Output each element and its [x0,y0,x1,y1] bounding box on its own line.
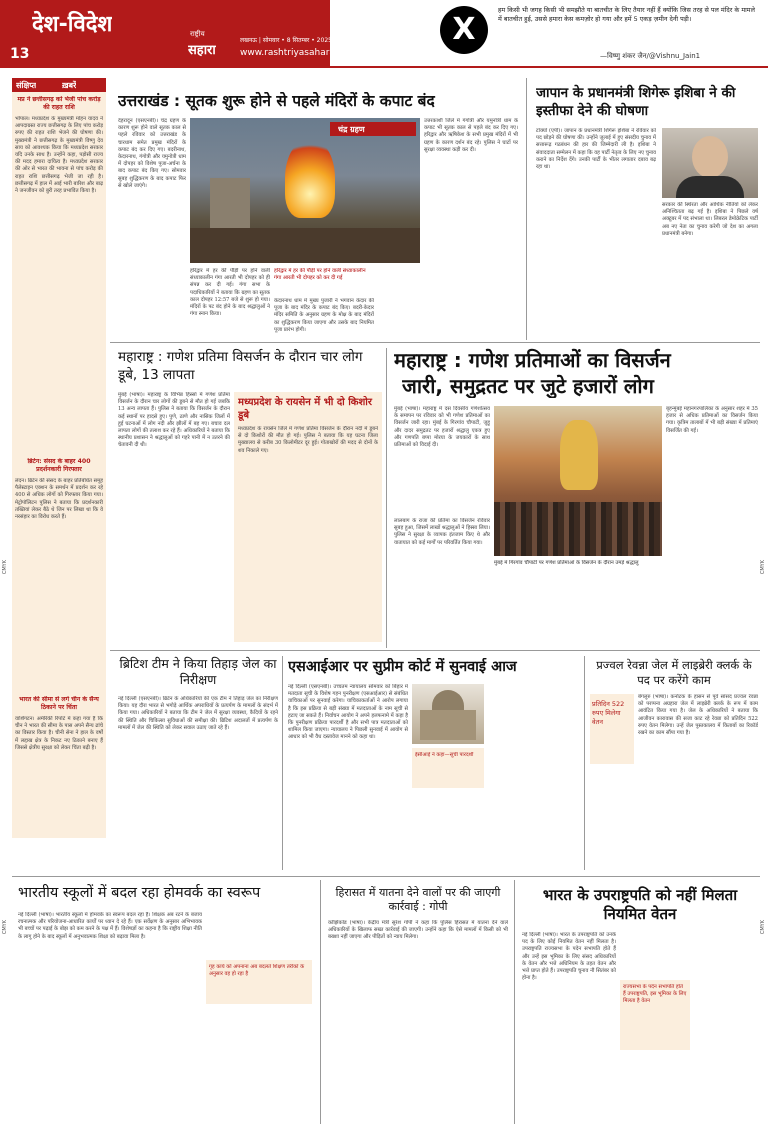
uttarakhand-col3: केदारनाथ धाम में मुख्य पुजारी ने भगवान केदार की पूजा के बाद मंदिर के कपाट बंद किए। बदरी-केदार मंदिर समिति के अनुसार ग्रहण के मोक्ष के बाद मंदिरों का शुद्धिकरण किया जाएगा और उसके बाद नियमित पूजा प्रारंभ होगी। [274,298,374,333]
japan-body2: सरकार की स्थिरता और आर्थिक नीतियों को लेकर अनिश्चितता बढ़ गई है। इशिबा ने पिछले वर्ष अक्टूबर में पद संभाला था। लिबरल डेमोक्रेटिक पार्टी अब नए नेता का चुनाव करेगी जो देश का अगला प्रधानमंत्री बनेगा। [662,202,758,237]
section-title: देश-विदेश [32,12,113,37]
x-logo-icon: X [440,6,488,54]
brief-item-title: मप्र ने छत्तीसगढ़ को भेजी पांच करोड़ की राहत राशि [17,96,101,111]
cmyk-mark-left: CMYK [2,560,8,575]
crowd-shape [494,502,662,556]
section-rule [110,650,760,651]
masthead-rule [0,66,768,68]
ganesh-big-body3: बृहन्मुंबई महानगरपालिका के अनुसार शहर में 35 हजार से अधिक प्रतिमाओं का विसर्जन किया गया। कृत्रिम तालाबों में भी बड़ी संख्या में प्रतिमाएं विसर्जित की गईं। [666,406,758,434]
custody-headline: हिरासत में यातना देने वालों पर की जाएगी कार्रवाई : गोपी [335,886,501,913]
page-number: 13 [10,46,30,62]
court-dome [432,690,464,710]
portrait-head [692,136,728,178]
quote-author: —विष्णु शंकर जैन/@Vishnu_Jain1 [600,52,701,60]
schools-body: नई दिल्ली (भाषा)। भारतीय स्कूलों में होमवर्क का स्वरूप बदल रहा है। शिक्षक अब रटने के बजाय रचनात्मक और परियोजना-आधारित कार्यों पर ध्यान दे रहे हैं। एक सर्वेक्षण के अनुसार अभिभावक भी बच्चों पर पढ़ाई के बोझ को कम करने के पक्ष में हैं। विशेषज्ञों का कहना है कि राष्ट्रीय शिक्षा नीति के लागू होने के बाद स्कूलों में अनुभवात्मक शिक्षा को बढ़ावा मिला है। [18,912,202,940]
uttarakhand-headline: उत्तराखंड : सूतक शुरू होने से पहले मंदिरों के कपाट बंद [118,92,435,110]
column-rule [282,656,283,870]
brief-column [12,78,106,838]
british-body: नई दिल्ली (एसएनबी)। ब्रिटेन के अधिकारियों की एक टीम ने तिहाड़ जेल का निरीक्षण किया। यह दौरा भारत से भगोड़े आर्थिक अपराधियों के प्रत्यर्पण के मामलों के संदर्भ में किया गया। अधिकारियों ने बताया कि टीम ने जेल में सुरक्षा व्यवस्था, कैदियों के रहने की स्थिति और चिकित्सा सुविधाओं की समीक्षा की। ब्रिटिश अदालतों में प्रत्यर्पण के मामलों में जेल की स्थिति को लेकर सवाल उठाए जाते रहे हैं। [118,696,278,731]
schools-box [206,960,312,1004]
website-url[interactable]: www.rashtriyasahara.com [240,48,358,58]
brief-item-body: लंदन। ब्रिटेन की संसद के बाहर प्रतिबंधित समूह पैलेस्टाइन एक्शन के समर्थन में प्रदर्शन कर रहे 400 से अधिक लोगों को गिरफ्तार किया गया। मेट्रोपॉलिटन पुलिस ने बताया कि प्रदर्शनकारी तख्तियां लेकर बैठे थे जिन पर लिखा था कि वे नरसंहार का विरोध करते हैं। [15,478,103,521]
japan-headline: जापान के प्रधानमंत्री शिगेरू इशिबा ने की इस्तीफा देने की घोषणा [536,85,736,119]
eclipse-tag-label: चंद्र ग्रहण [338,125,365,134]
uttarakhand-col4: उत्तरकाशी जिले में गंगोत्री और यमुनोत्री धाम के कपाट भी सूतक काल से पहले बंद कर दिए गए। हरिद्वार और ऋषिकेश के सभी प्रमुख मंदिरों में भी ग्रहण के कारण दर्शन बंद रहे। पुलिस ने घाटों पर सुरक्षा व्यवस्था कड़ी कर दी। [424,118,518,153]
brief-header-tag: ख़बरें [62,81,77,90]
vp-box [620,980,690,1050]
schools-headline: भारतीय स्कूलों में बदल रहा होमवर्क का स्वरूप [18,885,261,901]
dateline: लखनऊ | सोमवार • 8 सितम्बर • 2025 [240,37,332,44]
sir-court-photo [412,684,484,744]
raisen-headline: मध्यप्रदेश के रायसेन में भी दो किशोर डूबे [238,397,372,421]
raisen-box [234,392,382,642]
column-rule [386,348,387,648]
vp-headline: भारत के उपराष्ट्रपति को नहीं मिलता नियमित वेतन [542,886,738,923]
vp-box-label: राज्यसभा के पदेन सभापति होते हैं उपराष्ट्रपति, इस भूमिका के लिए मिलता है वेतन [623,984,687,1004]
vp-body: नई दिल्ली (भाषा)। भारत के उपराष्ट्रपति को उनके पद के लिए कोई नियमित वेतन नहीं मिलता है। उपराष्ट्रपति राज्यसभा के पदेन सभापति होते हैं और उन्हें इस भूमिका के लिए संसद अधिकारियों के वेतन और भत्ते अधिनियम के तहत वेतन और भत्ते प्राप्त होते हैं। उपराष्ट्रपति चुनाव नौ सितंबर को होना है। [522,932,616,982]
column-rule [514,880,515,1124]
sir-box [412,748,484,788]
ganesh-small-headline: महाराष्ट्र : गणेश प्रतिमा विसर्जन के दौरान चार लोग डूबे, 13 लापता [118,349,363,383]
column-rule [320,880,321,1124]
section-rule [12,876,760,877]
ganesh-small-body: मुंबई (भाषा)। महाराष्ट्र के विभिन्न हिस्सों में गणेश प्रतिमा विसर्जन के दौरान चार लोगों की डूबने से मौत हो गई जबकि 13 अन्य लापता हैं। पुलिस ने बताया कि विसर्जन के दौरान कई स्थानों पर हादसे हुए। पुणे, ठाणे और नासिक जिलों में हुई घटनाओं में लोग नदी और झीलों में बह गए। बचाव दल लापता लोगों की तलाश कर रहे हैं। अधिकारियों ने बताया कि स्थानीय प्रशासन ने श्रद्धालुओं को गहरे पानी में न उतरने की चेतावनी दी थी। [118,392,230,449]
ganesh-big-headline-2: जारी, समुद्रतट पर जुटे हजारों लोग [402,374,654,398]
sir-box-label: ईसीआई ने कहा—सूची पारदर्शी [415,752,474,758]
ganesh-big-headline-1: महाराष्ट्र : गणेश प्रतिमाओं का विसर्जन [394,348,671,372]
prajwal-box [590,694,634,764]
brief-item-title: ब्रिटेन: संसद के बाहर 400 प्रदर्शनकारी गिरफ्तार [27,458,91,473]
prajwal-body: बेंगलुरु (भाषा)। कर्नाटक के हासन से पूर्व सांसद प्रज्वल रेवन्ना को परप्पना अग्रहारा जेल में लाइब्रेरी क्लर्क के रूप में काम आवंटित किया गया है। जेल के अधिकारियों ने बताया कि आजीवन कारावास की सजा काट रहे रेवन्ना को प्रतिदिन 522 रुपए वेतन मिलेगा। उन्हें जेल पुस्तकालय में किताबों का रिकॉर्ड रखने का काम सौंपा गया है। [638,694,758,737]
column-rule [526,78,527,340]
cmyk-mark-right-2: CMYK [760,920,766,935]
japan-body1: टोक्यो (एपी)। जापान के प्रधानमंत्री शिगेरू इशिबा ने रविवार को पद छोड़ने की घोषणा की। उन्होंने जुलाई में हुए संसदीय चुनाव में सत्तारूढ़ गठबंधन की हार की जिम्मेदारी ली है। इशिबा ने संवाददाता सम्मेलन में कहा कि वह पार्टी नेतृत्व के लिए नए चुनाव कराने का निर्देश देंगे। उनकी पार्टी के भीतर लगातार दबाव बढ़ रहा था। [536,128,656,171]
court-building [420,710,476,740]
brand-logo: सहारा [188,43,216,58]
sir-body: नई दिल्ली (एसएनबी)। उच्चतम न्यायालय सोमवार को बिहार में मतदाता सूची के विशेष गहन पुनरीक्षण (एसआईआर) से संबंधित याचिकाओं पर सुनवाई करेगा। याचिकाकर्ताओं ने आरोप लगाया है कि इस प्रक्रिया से बड़ी संख्या में मतदाताओं के नाम सूची से हटाए जा सकते हैं। निर्वाचन आयोग ने अपने हलफनामे में कहा है कि पुनरीक्षण प्रक्रिया पारदर्शी है और सभी पात्र मतदाताओं को शामिल किया जाएगा। न्यायालय ने पिछली सुनवाई में आयोग से आधार को भी वैध दस्तावेज मानने को कहा था। [288,684,408,741]
section-rule [110,342,760,343]
column-rule [584,656,585,870]
brand-prefix: राष्ट्रीय [190,30,205,38]
masthead-quote: हम किसी भी जगह किसी भी समझौते या बातचीत के लिए तैयार नहीं हैं क्योंकि जिस तरह से पल मंदिर के मामले में बातचीत हुई, उससे हमारा केस कमज़ोर हो गया और हमें 5 एकड़ ज़मीन देनी पड़ी। [498,6,755,23]
japan-pm-photo [662,128,758,198]
uttarakhand-col2: हरिद्वार में हर की पौड़ी पर होने वाली संध्याकालीन गंगा आरती भी दोपहर को ही संपन्न कर दी गई। गंगा सभा के पदाधिकारियों ने बताया कि ग्रहण का सूतक काल दोपहर 12:57 बजे से शुरू हो गया। मंदिरों के पट बंद होने के बाद श्रद्धालुओं ने गंगा स्नान किया। [190,268,270,318]
crowd-shape [190,228,420,263]
ganesh-caption: मुंबई में गिरगांव चौपाटी पर गणेश प्रतिमाओं के विसर्जन के दौरान उमड़े श्रद्धालु [494,560,639,566]
portrait-suit [676,176,744,198]
prajwal-box-label: प्रतिदिन 522 रुपए मिलेगा वेतन [592,700,625,726]
uttarakhand-caption: हरिद्वार में हर की पौड़ी पर होने वाली संध्याकालीन गंगा आरती भी दोपहर को कर दी गई [274,268,366,281]
ganesh-big-body2: लालबाग के राजा की प्रतिमा का विसर्जन रविवार सुबह हुआ, जिसमें लाखों श्रद्धालुओं ने हिस्सा लिया। पुलिस ने सुरक्षा के व्यापक इंतजाम किए थे और यातायात को कई मार्गों पर परिवर्तित किया गया। [394,518,490,546]
brief-item-body: भोपाल। मध्यप्रदेश के मुख्यमंत्री मोहन यादव ने आपदाग्रस्त राज्य छत्तीसगढ़ के लिए पांच करोड़ रुपए की राहत राशि भेजने की घोषणा की। मुख्यमंत्री ने छत्तीसगढ़ के मुख्यमंत्री विष्णु देव साय को आवश्यक किया कि मध्यप्रदेश सरकार यदि उनके साथ है। उन्होंने कहा, पड़ोसी राज्य की मदद हमारा दायित्व है। मध्यप्रदेश सरकार की ओर से भारत की भावना से पांच करोड़ की राहत राशि छत्तीसगढ़ भेजी जा रही है। छत्तीसगढ़ में हाल में आई भारी बारिश और बाढ़ ने जनजीवन को बुरी तरह प्रभावित किया है। [15,116,103,195]
raisen-body: मध्यप्रदेश के रायसेन जिले में गणेश प्रतिमा विसर्जन के दौरान नदी में डूबने से दो किशोरों की मौत हो गई। पुलिस ने बताया कि यह घटना जिला मुख्यालय से करीब 30 किलोमीटर दूर हुई। गोताखोरों की मदद से दोनों के शव निकाले गए। [238,426,378,454]
british-headline: ब्रिटिश टीम ने किया तिहाड़ जेल का निरीक्षण [119,656,277,687]
brief-item-title: भारत की सीमा से लगे चीन के सैन्य ठिकाने पर चिंता [19,696,99,711]
eclipse-tag [330,122,416,136]
cmyk-mark-left-2: CMYK [2,920,8,935]
uttarakhand-col1: देहरादून (एसएनबी)। चंद्र ग्रहण के कारण शुरू होने वाले सूतक काल से पहले रविवार को उत्तराखंड के चारधाम समेत प्रमुख मंदिरों के कपाट बंद कर दिए गए। बदरीनाथ, केदारनाथ, गंगोत्री और यमुनोत्री धाम में दोपहर को विशेष पूजा-अर्चना के बाद कपाट बंद किए गए। सोमवार सुबह शुद्धिकरण के बाद कपाट फिर से खोले जाएंगे। [118,118,186,189]
prajwal-headline: प्रज्वल रेवन्ना जेल में लाइब्रेरी क्लर्क के पद पर करेंगे काम [596,658,752,687]
uttarakhand-photo [190,118,420,263]
brief-header-label: संक्षिप्त [16,81,37,90]
ganesh-big-body1: मुंबई (भाषा)। महाराष्ट्र में दस दिवसीय गणेशोत्सव के समापन पर रविवार को भी गणेश प्रतिमाओं का विसर्जन जारी रहा। मुंबई के गिरगांव चौपाटी, जुहू और दादर समुद्रतट पर हजारों श्रद्धालु एकत्र हुए और गणपति बप्पा मोरया के जयकारों के साथ प्रतिमाओं को विदाई दी। [394,406,490,449]
idol-shape [560,420,598,490]
cmyk-mark-right: CMYK [760,560,766,575]
custody-body: कोझिकोड (भाषा)। केंद्रीय मंत्री सुरेश गोपी ने कहा कि पुलिस हिरासत में यातना देने वाले अधिकारियों के खिलाफ सख्त कार्रवाई की जाएगी। उन्होंने कहा कि ऐसे मामलों में किसी को भी बख्शा नहीं जाएगा और पीड़ितों को न्याय मिलेगा। [328,920,508,941]
brief-item-body: वाशिंगटन। अमेरिकी रिपोर्ट में कहा गया है कि चीन ने भारत की सीमा के पास अपने सैन्य ढांचे का विस्तार किया है। चीनी सेना ने हाल के वर्षों में लद्दाख क्षेत्र के निकट नए ठिकाने बनाए हैं जिससे क्षेत्रीय सुरक्षा को लेकर चिंता बढ़ी है। [15,716,103,751]
brief-header [12,78,106,92]
ganesh-photo [494,406,662,556]
schools-box-label: गृह कार्य को अपनाना अब बदलते शिक्षण तरीकों के अनुसार वह हो रहा है [209,964,305,977]
sir-headline: एसआईआर पर सुप्रीम कोर्ट में सुनवाई आज [288,659,517,675]
masthead [0,0,768,66]
fire-flame [285,138,335,218]
